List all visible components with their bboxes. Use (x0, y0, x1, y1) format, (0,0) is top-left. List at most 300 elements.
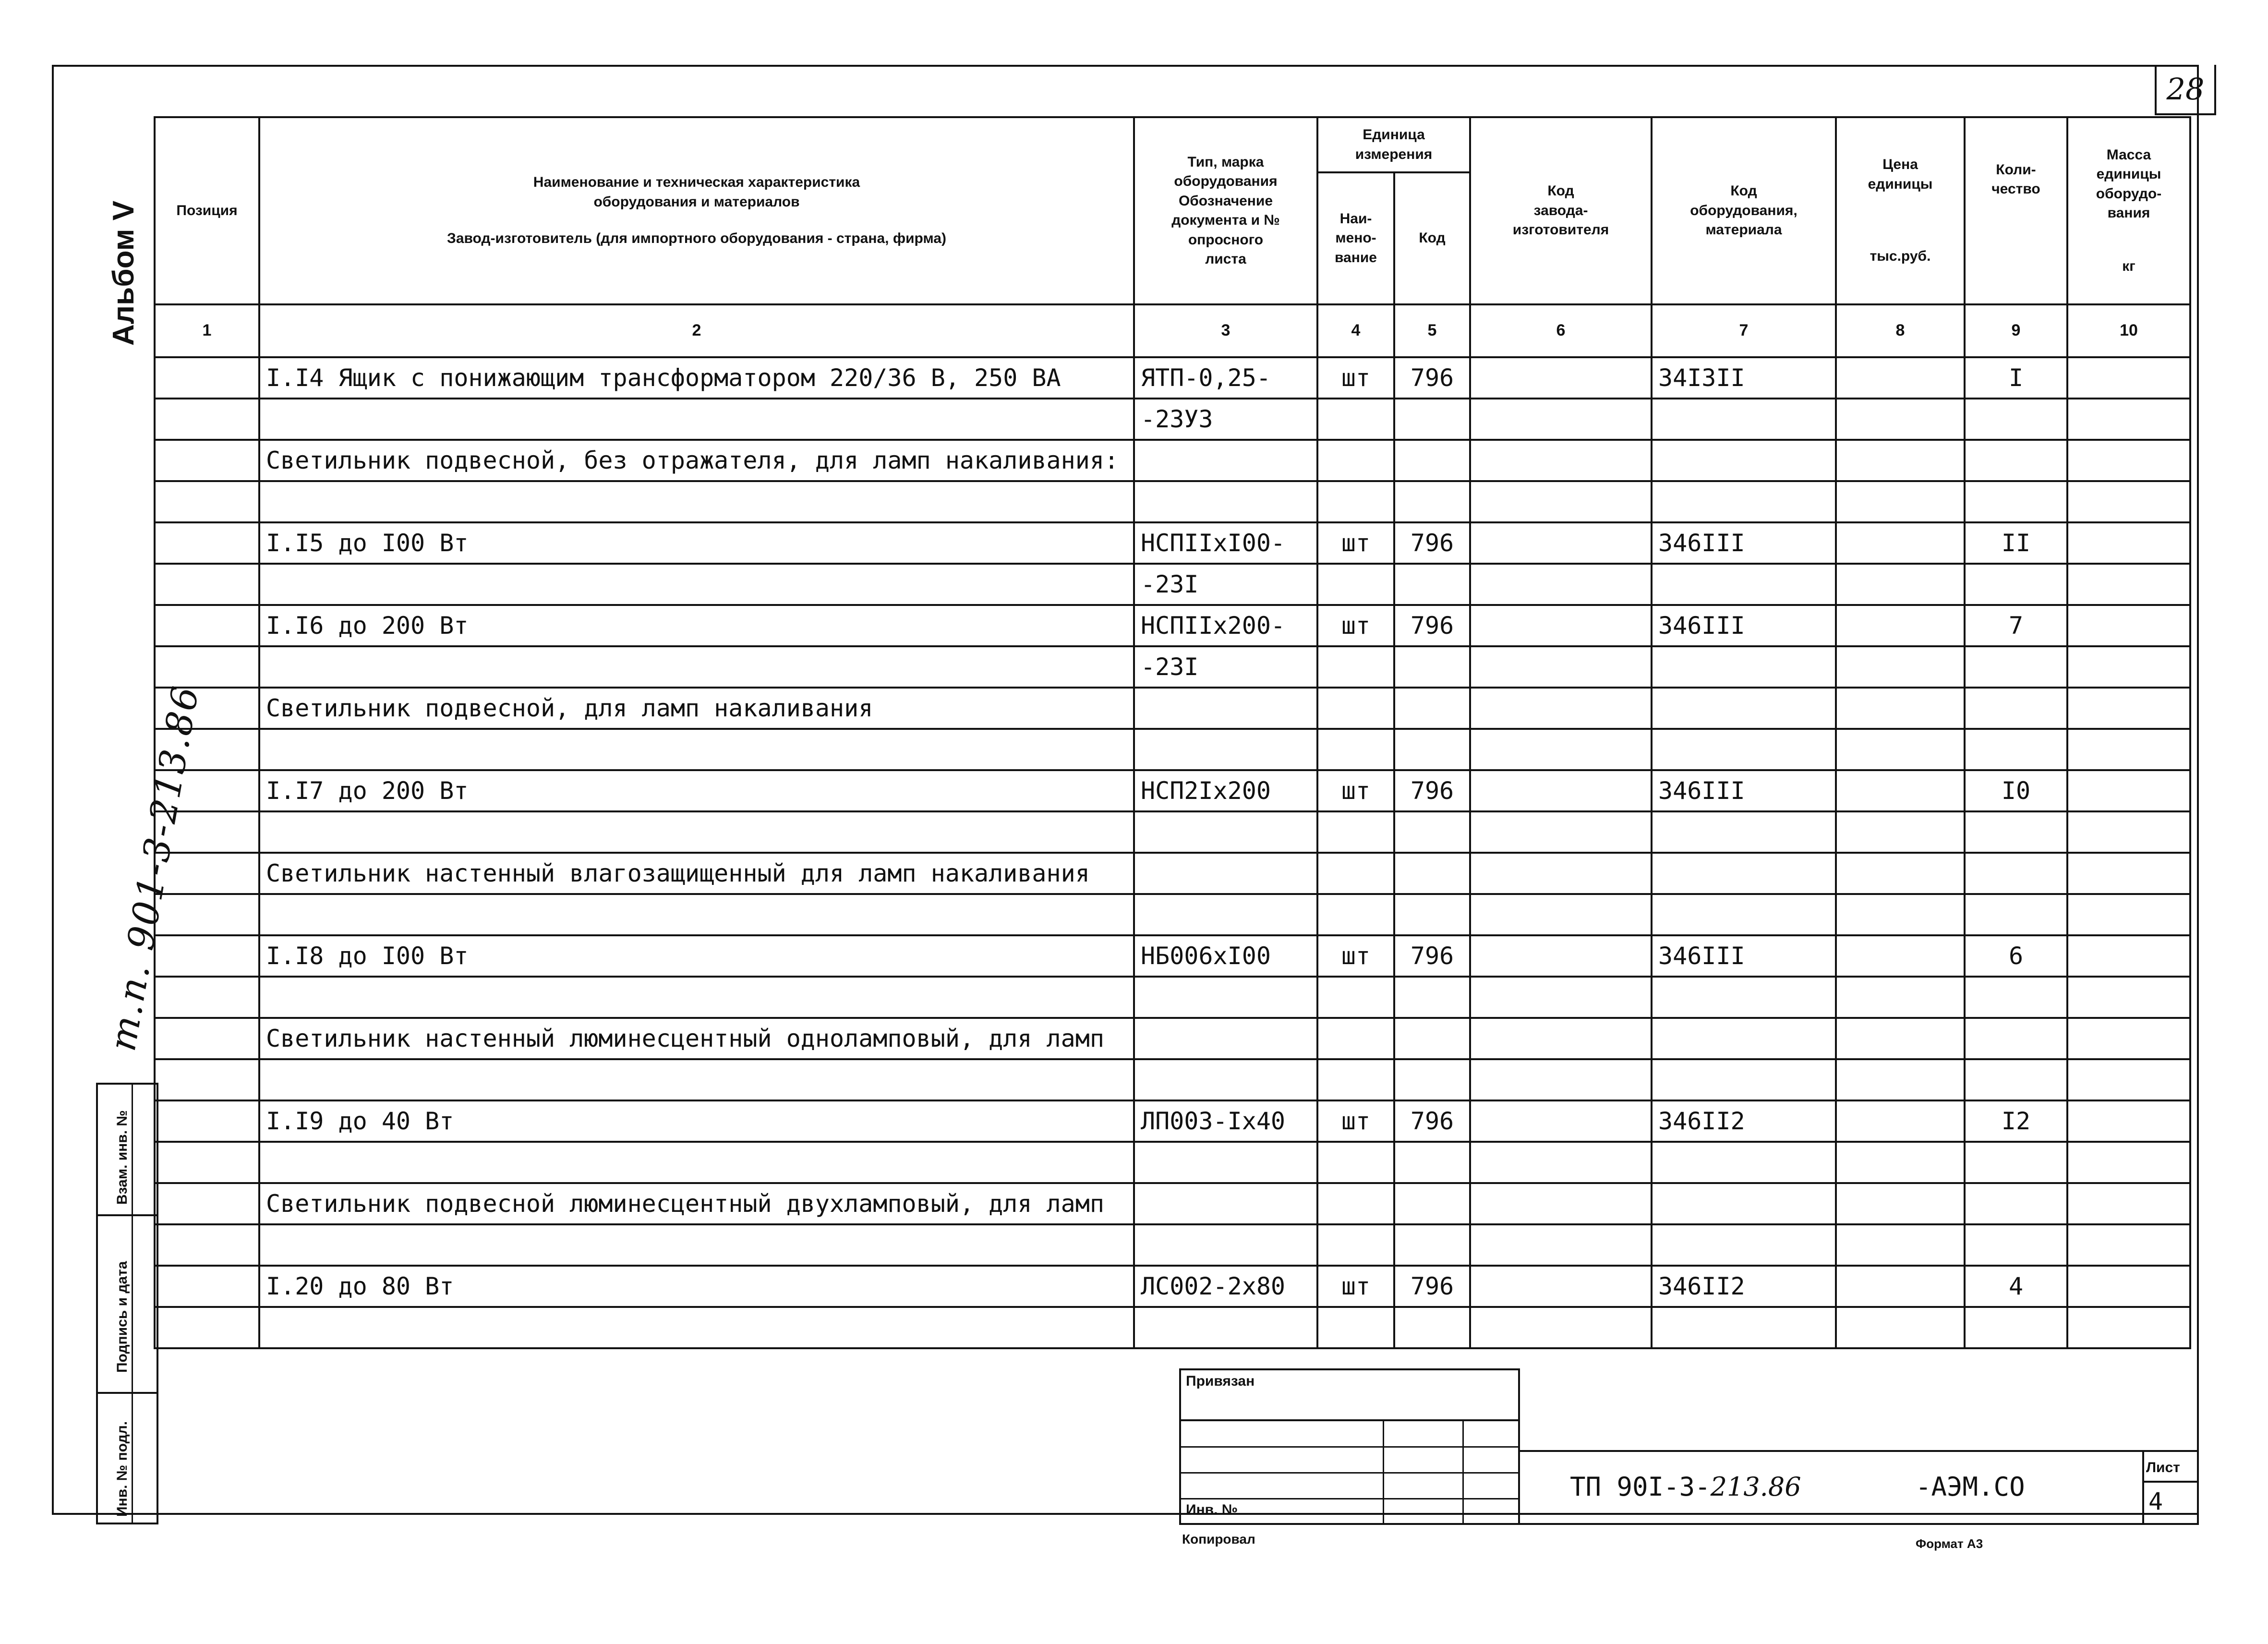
cell-factory-code (1470, 1183, 1652, 1224)
cell-factory-code (1470, 770, 1652, 811)
header-factory-line: завода- (1533, 202, 1588, 218)
cell-factory-code (1470, 605, 1652, 646)
cell-type (1134, 853, 1317, 894)
cell-position (155, 1307, 259, 1348)
cell-unit-code (1394, 564, 1470, 605)
header-name-line: оборудования и материалов (593, 193, 800, 210)
cell-name (259, 1224, 1134, 1266)
cell-name (259, 481, 1134, 522)
column-number: 2 (259, 304, 1134, 357)
table-row (155, 1100, 2190, 1142)
cell-mass (2067, 481, 2190, 522)
cell-type: -23I (1134, 646, 1317, 688)
copied-label: Копировал (1182, 1532, 1255, 1547)
cell-name: I.I5 до I00 Вт (259, 522, 1134, 564)
cell-price (1836, 481, 1965, 522)
cell-price (1836, 1059, 1965, 1100)
cell-equipment-code: 346III (1652, 605, 1836, 646)
cell-name: I.I4 Ящик с понижающим трансформатором 220/36 В, 250 ВА (259, 357, 1134, 399)
cell-position (155, 894, 259, 935)
header-equipment-code (1652, 117, 1836, 304)
cell-name (259, 1307, 1134, 1348)
header-mass-line: кг (2122, 258, 2135, 274)
cell-unit (1317, 977, 1394, 1018)
cell-unit-code (1394, 977, 1470, 1018)
cell-mass (2067, 440, 2190, 481)
column-number: 4 (1317, 304, 1394, 357)
cell-unit (1317, 399, 1394, 440)
cell-equipment-code (1652, 646, 1836, 688)
cell-factory-code (1470, 894, 1652, 935)
cell-unit-code (1394, 646, 1470, 688)
cell-equipment-code (1652, 688, 1836, 729)
cell-position (155, 935, 259, 977)
table-row (155, 770, 2190, 811)
column-number: 6 (1470, 304, 1652, 357)
cell-type (1134, 1224, 1317, 1266)
cell-factory-code (1470, 522, 1652, 564)
cell-quantity (1965, 1183, 2067, 1224)
cell-unit-code: 796 (1394, 935, 1470, 977)
cell-factory-code (1470, 935, 1652, 977)
column-number: 10 (2067, 304, 2190, 357)
cell-equipment-code (1652, 440, 1836, 481)
cell-price (1836, 564, 1965, 605)
cell-price (1836, 1018, 1965, 1059)
header-name (259, 117, 1134, 304)
cell-equipment-code (1652, 399, 1836, 440)
cell-factory-code (1470, 1100, 1652, 1142)
cell-quantity: I2 (1965, 1100, 2067, 1142)
cell-unit (1317, 729, 1394, 770)
cell-unit-code (1394, 811, 1470, 853)
cell-unit-code (1394, 399, 1470, 440)
cell-equipment-code: 346III (1652, 522, 1836, 564)
document-code-number: 213.86 (1710, 1472, 1801, 1502)
cell-type: ЛС002-2х80 (1134, 1266, 1317, 1307)
table-row (155, 1018, 2190, 1059)
cell-factory-code (1470, 1266, 1652, 1307)
format-label: Формат А3 (1916, 1536, 1983, 1551)
header-name-line: Завод-изготовитель (для импортного оборудования - страна, фирма) (447, 230, 946, 247)
table-row (155, 853, 2190, 894)
cell-type (1134, 977, 1317, 1018)
cell-price (1836, 1183, 1965, 1224)
cell-position (155, 1100, 259, 1142)
cell-equipment-code (1652, 1183, 1836, 1224)
cell-quantity: I0 (1965, 770, 2067, 811)
table-row (155, 1142, 2190, 1183)
cell-factory-code (1470, 729, 1652, 770)
cell-mass (2067, 1266, 2190, 1307)
cell-position (155, 1266, 259, 1307)
cell-mass (2067, 564, 2190, 605)
header-unit-name-line: вание (1335, 249, 1377, 266)
column-number: 8 (1836, 304, 1965, 357)
cell-equipment-code: 346III (1652, 935, 1836, 977)
cell-position (155, 1059, 259, 1100)
table-row (155, 357, 2190, 399)
cell-type: НСПIIх200- (1134, 605, 1317, 646)
header-unit-name-line: мено- (1335, 230, 1376, 246)
cell-mass (2067, 1307, 2190, 1348)
cell-unit (1317, 1183, 1394, 1224)
cell-unit-code (1394, 894, 1470, 935)
cell-type: НСПIIхI00- (1134, 522, 1317, 564)
table-row (155, 729, 2190, 770)
cell-name: I.I7 до 200 Вт (259, 770, 1134, 811)
cell-price (1836, 1224, 1965, 1266)
cell-position (155, 481, 259, 522)
cell-mass (2067, 894, 2190, 935)
cell-factory-code (1470, 1142, 1652, 1183)
cell-name (259, 646, 1134, 688)
cell-unit-code (1394, 1142, 1470, 1183)
cell-position (155, 440, 259, 481)
stamp-separator (98, 1392, 157, 1394)
cell-unit (1317, 811, 1394, 853)
cell-price (1836, 605, 1965, 646)
cell-unit (1317, 481, 1394, 522)
cell-price (1836, 770, 1965, 811)
cell-equipment-code (1652, 1018, 1836, 1059)
cell-price (1836, 729, 1965, 770)
cell-unit: шт (1317, 1100, 1394, 1142)
header-name-line: Наименование и техническая характеристика (533, 174, 860, 191)
cell-price (1836, 357, 1965, 399)
cell-name (259, 564, 1134, 605)
cell-mass (2067, 646, 2190, 688)
table-row (155, 1224, 2190, 1266)
cell-name (259, 977, 1134, 1018)
cell-factory-code (1470, 399, 1652, 440)
table-row (155, 977, 2190, 1018)
cell-quantity (1965, 811, 2067, 853)
header-type-line: Обозначение (1178, 193, 1273, 209)
header-price-line: тыс.руб. (1870, 248, 1931, 265)
cell-unit (1317, 1307, 1394, 1348)
header-equip-line: оборудования, (1690, 202, 1798, 218)
cell-factory-code (1470, 688, 1652, 729)
header-position: Позиция (155, 117, 259, 304)
cell-unit (1317, 440, 1394, 481)
cell-type (1134, 1142, 1317, 1183)
cell-unit (1317, 1224, 1394, 1266)
cell-quantity (1965, 481, 2067, 522)
cell-quantity (1965, 853, 2067, 894)
cell-equipment-code: 34I3II (1652, 357, 1836, 399)
cell-price (1836, 1266, 1965, 1307)
cell-equipment-code (1652, 853, 1836, 894)
cell-unit-code: 796 (1394, 1100, 1470, 1142)
cell-unit-code (1394, 688, 1470, 729)
header-type-line: опросного (1188, 231, 1264, 248)
cell-equipment-code (1652, 564, 1836, 605)
header-type-line: документа и № (1171, 212, 1280, 228)
header-mass-line: вания (2107, 205, 2150, 221)
cell-quantity (1965, 564, 2067, 605)
cell-type: ЛП003-Iх40 (1134, 1100, 1317, 1142)
cell-equipment-code (1652, 894, 1836, 935)
cell-factory-code (1470, 646, 1652, 688)
corner-sheet-number: 28 (2155, 65, 2216, 115)
cell-equipment-code (1652, 1142, 1836, 1183)
header-mass (2067, 117, 2190, 304)
table-row (155, 440, 2190, 481)
cell-unit-code: 796 (1394, 770, 1470, 811)
cell-type (1134, 1018, 1317, 1059)
cell-unit (1317, 853, 1394, 894)
header-qty-line: чество (1991, 181, 2040, 197)
cell-unit-code (1394, 1224, 1470, 1266)
cell-name (259, 811, 1134, 853)
cell-price (1836, 1307, 1965, 1348)
cell-equipment-code (1652, 977, 1836, 1018)
cell-unit: шт (1317, 770, 1394, 811)
table-row (155, 564, 2190, 605)
cell-mass (2067, 770, 2190, 811)
table-row (155, 811, 2190, 853)
stamp-divider (132, 1085, 133, 1523)
cell-unit (1317, 1059, 1394, 1100)
column-number-row (155, 304, 2190, 357)
cell-type: НБ006хI00 (1134, 935, 1317, 977)
cell-unit (1317, 894, 1394, 935)
header-type-line: Тип, марка (1187, 154, 1264, 170)
cell-factory-code (1470, 1307, 1652, 1348)
cell-type: ЯТП-0,25- (1134, 357, 1317, 399)
cell-mass (2067, 977, 2190, 1018)
header-mass-line: Масса (2106, 146, 2151, 163)
cell-unit (1317, 564, 1394, 605)
cell-name: I.20 до 80 Вт (259, 1266, 1134, 1307)
header-price-line: единицы (1868, 176, 1933, 192)
cell-position (155, 646, 259, 688)
header-mass-line: оборудо- (2096, 185, 2162, 202)
cell-mass (2067, 1183, 2190, 1224)
cell-quantity (1965, 399, 2067, 440)
cell-factory-code (1470, 564, 1652, 605)
table-row (155, 646, 2190, 688)
cell-name: Светильник подвесной, без отражателя, для ламп накаливания: (259, 440, 1134, 481)
stamp-vzam: Взам. инв. № (114, 1110, 130, 1205)
cell-unit: шт (1317, 1266, 1394, 1307)
cell-position (155, 688, 259, 729)
cell-unit-code: 796 (1394, 522, 1470, 564)
cell-quantity (1965, 646, 2067, 688)
cell-name (259, 729, 1134, 770)
cell-mass (2067, 357, 2190, 399)
header-type-line: листа (1205, 251, 1246, 267)
cell-price (1836, 646, 1965, 688)
cell-position (155, 605, 259, 646)
header-mass-line: единицы (2096, 166, 2161, 182)
cell-position (155, 1142, 259, 1183)
header-factory-line: изготовителя (1512, 222, 1609, 238)
cell-equipment-code (1652, 1224, 1836, 1266)
table-body (155, 357, 2190, 1348)
cell-price (1836, 399, 1965, 440)
column-number: 7 (1652, 304, 1836, 357)
cell-factory-code (1470, 1059, 1652, 1100)
cell-price (1836, 853, 1965, 894)
header-type (1134, 117, 1317, 304)
cell-equipment-code (1652, 1307, 1836, 1348)
header-unit (1317, 117, 1470, 172)
cell-type (1134, 811, 1317, 853)
cell-factory-code (1470, 481, 1652, 522)
cell-unit: шт (1317, 605, 1394, 646)
document-code-prefix: ТП 90I-3- (1570, 1472, 1711, 1502)
cell-position (155, 1224, 259, 1266)
cell-position (155, 1018, 259, 1059)
cell-equipment-code: 346II2 (1652, 1100, 1836, 1142)
column-number: 3 (1134, 304, 1317, 357)
cell-position (155, 729, 259, 770)
cell-position (155, 564, 259, 605)
cell-quantity (1965, 1018, 2067, 1059)
cell-type (1134, 1307, 1317, 1348)
header-unit-code: Код (1394, 172, 1470, 304)
table-row (155, 1059, 2190, 1100)
cell-unit (1317, 646, 1394, 688)
cell-position (155, 1183, 259, 1224)
header-factory-code (1470, 117, 1652, 304)
cell-type (1134, 729, 1317, 770)
project-code-handwritten: т.п. 901-3-213.86 (101, 681, 207, 1054)
cell-name: Светильник подвесной, для ламп накаливания (259, 688, 1134, 729)
cell-unit (1317, 688, 1394, 729)
cell-quantity (1965, 688, 2067, 729)
header-qty-line: Коли- (1996, 161, 2036, 178)
table-row (155, 399, 2190, 440)
header-price-line: Цена (1882, 157, 1918, 173)
cell-name (259, 894, 1134, 935)
cell-position (155, 399, 259, 440)
cell-type (1134, 1183, 1317, 1224)
privyazan-label: Привязан (1186, 1373, 1255, 1389)
cell-name: Светильник подвесной люминесцентный двухламповый, для ламп (259, 1183, 1134, 1224)
cell-mass (2067, 1142, 2190, 1183)
stamp-separator (98, 1214, 157, 1216)
cell-name: I.I6 до 200 Вт (259, 605, 1134, 646)
cell-mass (2067, 1059, 2190, 1100)
cell-mass (2067, 729, 2190, 770)
cell-mass (2067, 605, 2190, 646)
column-number: 1 (155, 304, 259, 357)
specification-table (154, 116, 2191, 1349)
cell-factory-code (1470, 1224, 1652, 1266)
cell-unit-code (1394, 1307, 1470, 1348)
header-unit-line: измерения (1355, 146, 1433, 162)
header-quantity (1965, 117, 2067, 304)
cell-quantity (1965, 1307, 2067, 1348)
cell-type (1134, 688, 1317, 729)
cell-factory-code (1470, 1018, 1652, 1059)
cell-factory-code (1470, 853, 1652, 894)
cell-price (1836, 935, 1965, 977)
header-factory-line: Код (1547, 183, 1574, 199)
header-equip-line: Код (1730, 183, 1757, 199)
cell-quantity: I (1965, 357, 2067, 399)
header-unit-name (1317, 172, 1394, 304)
album-label: Альбом V (107, 200, 140, 346)
cell-name (259, 399, 1134, 440)
cell-name (259, 1142, 1134, 1183)
cell-quantity (1965, 1142, 2067, 1183)
cell-position (155, 522, 259, 564)
cell-equipment-code (1652, 729, 1836, 770)
cell-mass (2067, 1224, 2190, 1266)
cell-type: -23I (1134, 564, 1317, 605)
cell-mass (2067, 853, 2190, 894)
side-stamp (96, 1083, 158, 1524)
cell-quantity (1965, 440, 2067, 481)
cell-price (1836, 440, 1965, 481)
cell-price (1836, 522, 1965, 564)
cell-position (155, 853, 259, 894)
cell-quantity: II (1965, 522, 2067, 564)
header-unit-name-line: Наи- (1339, 210, 1372, 227)
cell-position (155, 770, 259, 811)
cell-quantity (1965, 1059, 2067, 1100)
cell-name (259, 1059, 1134, 1100)
document-code (1570, 1472, 1801, 1502)
cell-equipment-code: 346III (1652, 770, 1836, 811)
table-row (155, 688, 2190, 729)
cell-mass (2067, 1100, 2190, 1142)
cell-mass (2067, 688, 2190, 729)
inv-label: Инв. № (1186, 1502, 1238, 1518)
cell-unit-code (1394, 440, 1470, 481)
cell-price (1836, 1100, 1965, 1142)
cell-name: I.I9 до 40 Вт (259, 1100, 1134, 1142)
cell-position (155, 811, 259, 853)
table-row (155, 481, 2190, 522)
cell-equipment-code (1652, 1059, 1836, 1100)
document-code-suffix: -АЭМ.СО (1916, 1472, 2025, 1502)
header-type-line: оборудования (1174, 173, 1278, 189)
table-row (155, 1307, 2190, 1348)
cell-quantity (1965, 1224, 2067, 1266)
cell-mass (2067, 935, 2190, 977)
column-number: 9 (1965, 304, 2067, 357)
cell-unit: шт (1317, 522, 1394, 564)
cell-unit (1317, 1142, 1394, 1183)
column-number: 5 (1394, 304, 1470, 357)
table-row (155, 894, 2190, 935)
cell-position (155, 977, 259, 1018)
cell-factory-code (1470, 440, 1652, 481)
cell-unit-code (1394, 853, 1470, 894)
cell-price (1836, 977, 1965, 1018)
stamp-inv-podl: Инв. № подл. (114, 1421, 130, 1517)
cell-type (1134, 1059, 1317, 1100)
cell-quantity: 7 (1965, 605, 2067, 646)
cell-unit: шт (1317, 935, 1394, 977)
table-row (155, 1266, 2190, 1307)
cell-name: Светильник настенный люминесцентный одноламповый, для ламп (259, 1018, 1134, 1059)
table-row (155, 935, 2190, 977)
cell-mass (2067, 522, 2190, 564)
cell-quantity (1965, 977, 2067, 1018)
cell-unit-code: 796 (1394, 605, 1470, 646)
cell-factory-code (1470, 811, 1652, 853)
cell-quantity: 6 (1965, 935, 2067, 977)
cell-unit-code: 796 (1394, 357, 1470, 399)
cell-quantity (1965, 729, 2067, 770)
header-unit-line: Единица (1363, 127, 1425, 143)
